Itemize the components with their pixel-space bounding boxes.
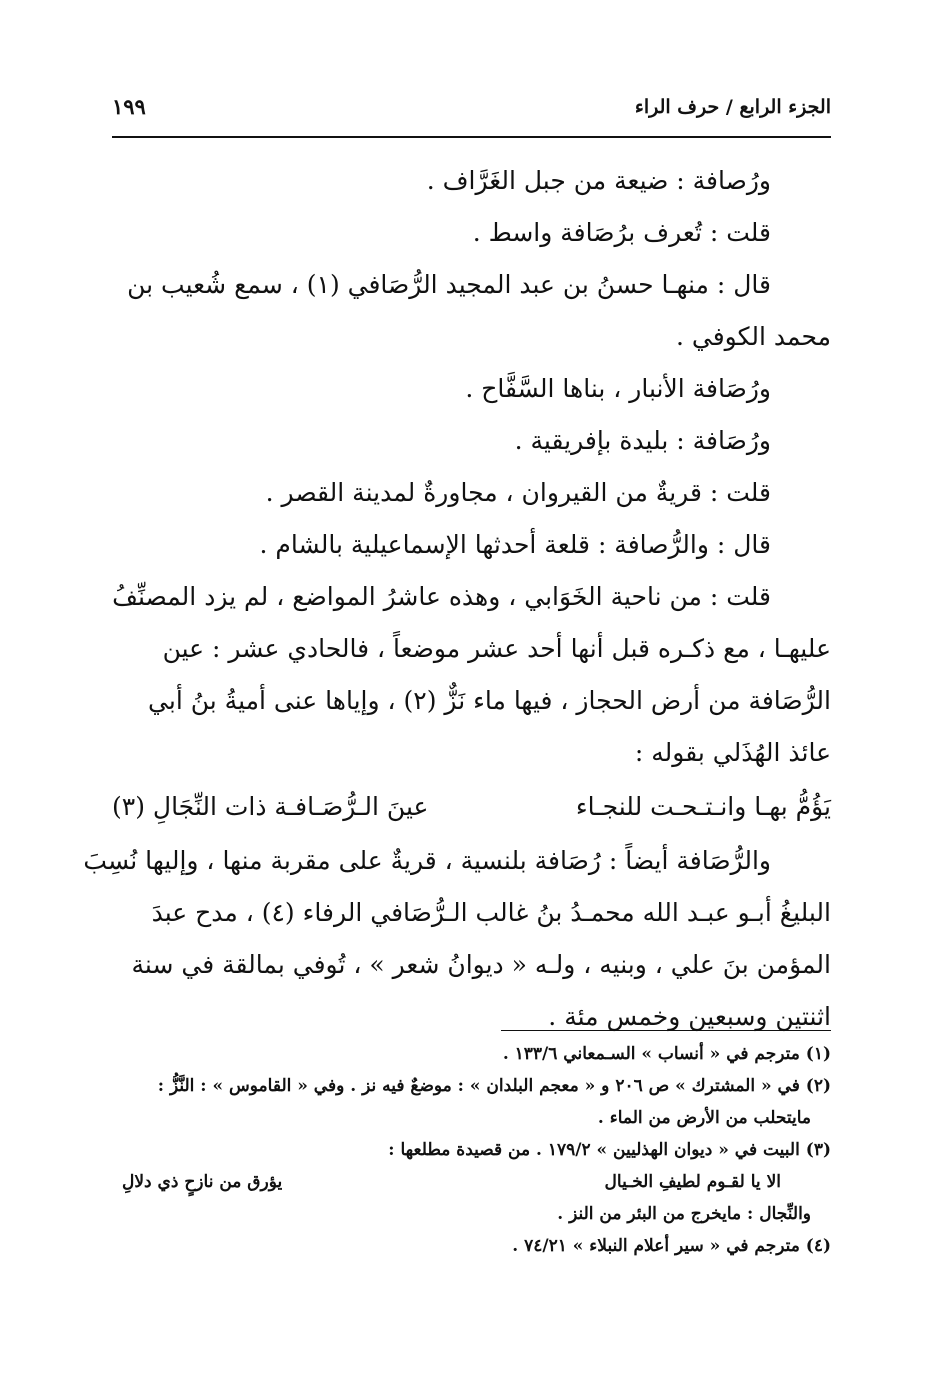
text-line: اثنتين وسبعين وخمس مئة .	[548, 1002, 831, 1031]
text-line: ورُصافة : ضيعة من جبل الغَرَّاف .	[426, 166, 771, 195]
text-line: الرُّصَافة من أرض الحجاز ، فيها ماء نَزٌّ (٢) ، وإياها عنى أميةُ بنُ أبي	[148, 686, 831, 715]
page-number: ١٩٩	[112, 94, 146, 119]
text-line: عليهـا ، مع ذكـره قبل أنها أحد عشر موضعاً ، فالحادي عشر : عين	[162, 634, 831, 663]
text-line: قال : والرُّصافة : قلعة أحدثها الإسماعيلية بالشام .	[259, 530, 771, 559]
text-line: قلت : قريةٌ من القيروان ، مجاورةٌ لمدينة القصر .	[265, 478, 771, 507]
text-line: قلت : تُعرف برُصَافة واسط .	[472, 218, 771, 247]
text-line: محمد الكوفي .	[675, 322, 831, 351]
footnote-continuation: مايتحلب من الأرض من الماء .	[597, 1108, 811, 1128]
header-rule	[112, 136, 831, 138]
page-header	[112, 92, 831, 132]
footnote: (٤) مترجم في « سير أعلام النبلاء » ٧٤/٢١ .	[512, 1236, 831, 1256]
footnote: (١) مترجم في « أنساب » السـمعاني ١٣٣/٦ .	[502, 1044, 831, 1064]
text-line: ورُصَافة : بليدة بإفريقية .	[514, 426, 771, 455]
footnote-verse-first: الا يا لقـوم لطيفِ الخـيال	[604, 1172, 781, 1192]
footnote-rule	[501, 1030, 831, 1031]
text-line: البليغُ أبـو عبـد الله محمـدُ بنُ غالب الـرُّصَافي الرفاء (٤) ، مدح عبدَ	[151, 898, 831, 927]
text-line: ورُصَافة الأنبار ، بناها السَّفَّاح .	[465, 374, 771, 403]
text-line: المؤمن بنَ علي ، وبنيه ، ولـه « ديوانُ شعر » ، تُوفي بمالقة في سنة	[131, 950, 831, 979]
text-line: عائذ الهُذَلي بقوله :	[634, 738, 831, 767]
text-line: والرُّصَافة أيضاً : رُصَافة بلنسية ، قريةٌ على مقربة منها ، وإليها نُسِبَ	[83, 846, 771, 875]
text-line: قلت : من ناحية الخَوَابي ، وهذه عاشرُ المواضع ، لم يزد المصنِّفُ	[112, 582, 771, 611]
footnote-continuation: والنِّجال : مايخرج من البئر من النز .	[557, 1204, 811, 1224]
footnote: (٢) في « المشترك » ص ٢٠٦ و « معجم البلدان » : موضعٌ فيه نز . وفي « القاموس » : النَّزُّ :	[157, 1076, 831, 1096]
running-head: الجزء الرابع / حرف الراء	[634, 96, 831, 118]
verse-first-hemistich: يَؤُمُّ بهـا وانـتـحـت للنجـاء	[575, 792, 831, 821]
verse-second-hemistich: عينَ الـرُّصَـافـة ذات النِّجَالِ (٣)	[112, 792, 429, 821]
text-line: قال : منهـا حسنُ بن عبد المجيد الرُّصَافي (١) ، سمع شُعيب بن	[127, 270, 771, 299]
main-text	[83, 155, 831, 1043]
footnote-verse-second: يؤرق من نازحٍ ذي دلالِ	[122, 1172, 283, 1192]
footnote: (٣) البيت في « ديوان الهذليين » ١٧٩/٢ . من قصيدة مطلعها :	[388, 1140, 831, 1160]
footnotes	[112, 1038, 831, 1262]
footnote-verse	[112, 1166, 831, 1198]
poem-verse	[112, 779, 831, 835]
